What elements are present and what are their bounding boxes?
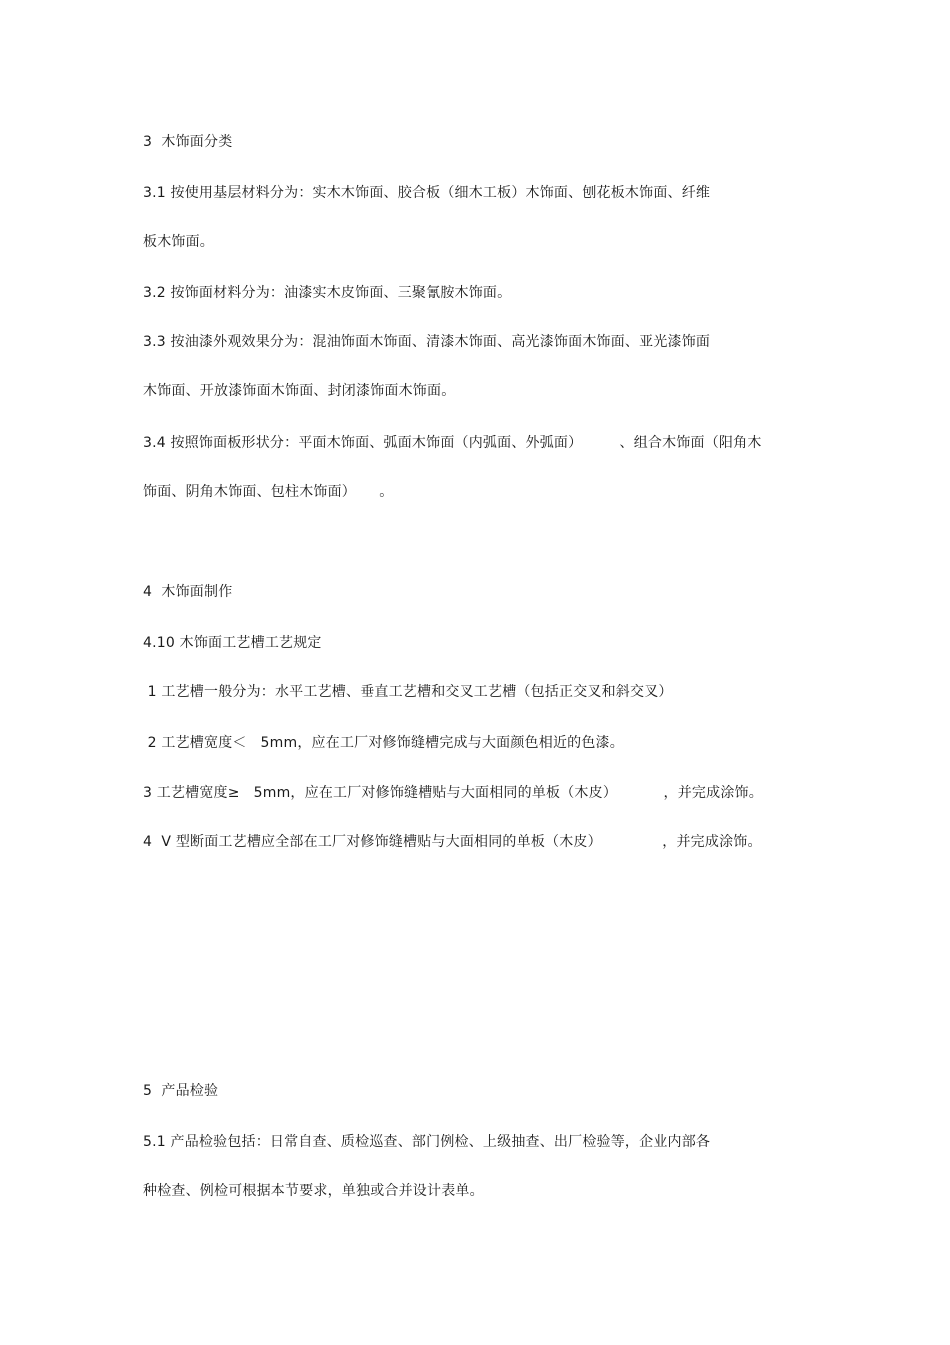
list-item-4: 4 V 型断面工艺槽应全部在工厂对修饰缝槽贴与大面相同的单板（木皮） ，并完成涂饰。: [143, 834, 762, 850]
list-item-3: 3 工艺槽宽度≥ 5mm，应在工厂对修饰缝槽贴与大面相同的单板（木皮） ，并完成涂饰。: [143, 785, 763, 801]
list-item-2: 2 工艺槽宽度＜ 5mm，应在工厂对修饰缝槽完成与大面颜色相近的色漆。: [143, 735, 624, 751]
paragraph-3-3-line-2: 木饰面、开放漆饰面木饰面、封闭漆饰面木饰面。: [143, 383, 456, 399]
paragraph-3-1-line-2: 板木饰面。: [143, 234, 214, 250]
subsection-4-10-heading: 4.10 木饰面工艺槽工艺规定: [143, 635, 322, 651]
paragraph-5-1-line-1: 5.1 产品检验包括：日常自查、质检巡查、部门例检、上级抽查、出厂检验等，企业内部各: [143, 1134, 711, 1150]
list-item-1: 1 工艺槽一般分为：水平工艺槽、垂直工艺槽和交叉工艺槽（包括正交叉和斜交叉）: [143, 684, 673, 700]
paragraph-3-4-line-2: 饰面、阴角木饰面、包柱木饰面） 。: [143, 484, 394, 500]
paragraph-3-4-line-1: 3.4 按照饰面板形状分：平面木饰面、弧面木饰面（内弧面、外弧面） 、组合木饰面（阳角木: [143, 435, 762, 451]
paragraph-3-1-line-1: 3.1 按使用基层材料分为：实木木饰面、胶合板（细木工板）木饰面、刨花板木饰面、纤维: [143, 185, 711, 201]
paragraph-3-2: 3.2 按饰面材料分为：油漆实木皮饰面、三聚氰胺木饰面。: [143, 285, 512, 301]
section-4-heading: 4 木饰面制作: [143, 584, 233, 600]
paragraph-3-3-line-1: 3.3 按油漆外观效果分为：混油饰面木饰面、清漆木饰面、高光漆饰面木饰面、亚光漆饰面: [143, 334, 711, 350]
paragraph-5-1-line-2: 种检查、例检可根据本节要求，单独或合并设计表单。: [143, 1183, 484, 1199]
section-5-heading: 5 产品检验: [143, 1083, 219, 1099]
section-3-heading: 3 木饰面分类: [143, 134, 233, 150]
